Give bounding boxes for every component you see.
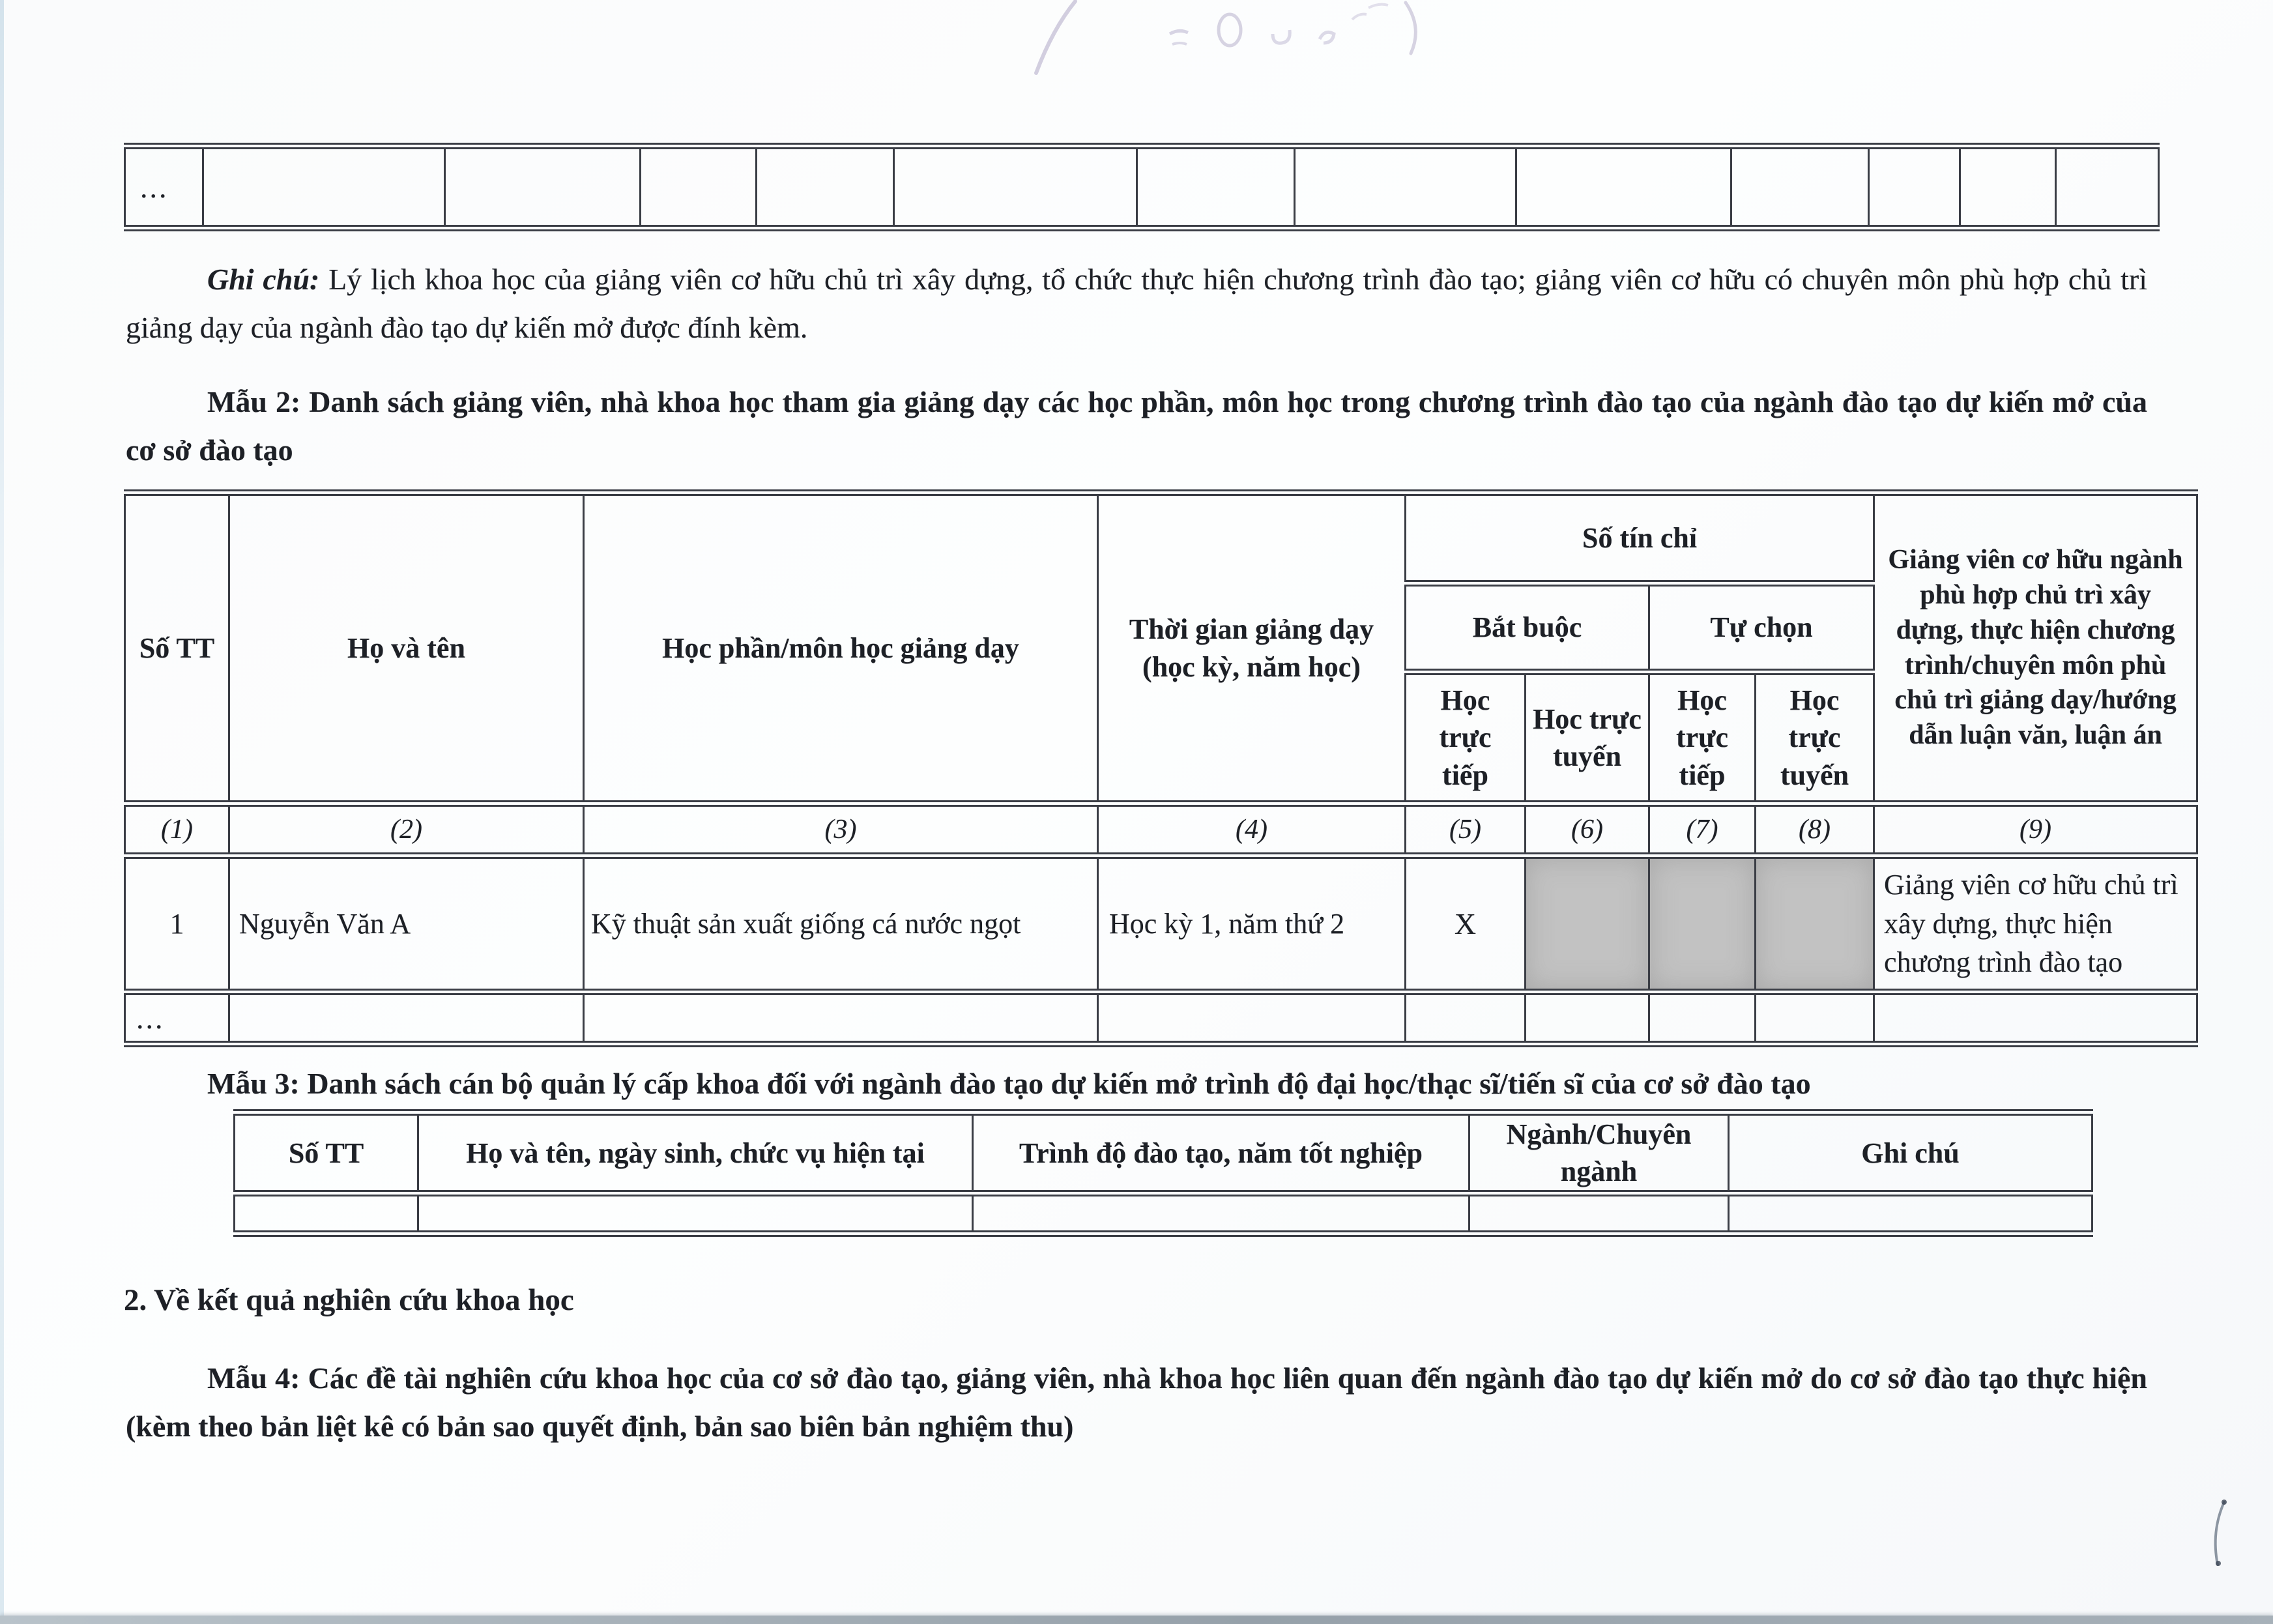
header-hoc-phan: Học phần/môn học giảng dạy — [584, 493, 1098, 804]
column-numbering-row — [125, 804, 2197, 856]
mau3-heading-text: Mẫu 3: Danh sách cán bộ quản lý cấp khoa đối với ngành đào tạo dự kiến mở trình độ đại học/thạc sĩ/tiến sĩ của cơ sở đào tạo — [207, 1067, 1811, 1100]
empty-cell — [445, 146, 641, 228]
empty-row — [235, 1193, 2092, 1234]
col-number: (9) — [1874, 804, 2197, 856]
header-so-tin-chi: Số tín chỉ — [1406, 493, 1874, 583]
col-number: (1) — [125, 804, 229, 856]
mau3-heading — [126, 1060, 2198, 1108]
header-hoc-truc-tuyen: Học trực tuyến — [1526, 672, 1649, 804]
empty-cell — [757, 146, 894, 228]
note-label: Ghi chú: — [207, 263, 320, 296]
empty-cell — [1137, 146, 1295, 228]
cell-tc-truc-tiep-shaded — [1649, 856, 1756, 992]
header-giang-vien: Giảng viên cơ hữu ngành phù hợp chủ trì xây dựng, thực hiện chương trình/chuyên môn phù chủ trì giảng dạy/hướng dẫn luận văn, luận án — [1874, 493, 2197, 804]
header-ho-va-ten: Họ và tên — [229, 493, 584, 804]
cell-tc-truc-tuyen-shaded — [1756, 856, 1874, 992]
col-number: (2) — [229, 804, 584, 856]
pen-mark-bottom-right — [2193, 1496, 2238, 1574]
empty-cell — [2056, 146, 2159, 228]
col-number: (6) — [1526, 804, 1649, 856]
empty-cell — [1295, 146, 1516, 228]
header-ho-ten-ngay-sinh: Họ và tên, ngày sinh, chức vụ hiện tại — [418, 1112, 973, 1193]
empty-cell — [1874, 992, 2197, 1044]
empty-cell — [1960, 146, 2056, 228]
table-row — [125, 856, 2197, 992]
empty-cell — [418, 1193, 973, 1234]
ellipsis-cell: ... — [125, 992, 229, 1044]
table-row — [125, 146, 2159, 228]
empty-cell — [1469, 1193, 1729, 1234]
table-header-row — [125, 493, 2197, 583]
pen-mark-top-stamp-fragment — [1013, 0, 1430, 75]
mau2-heading: Mẫu 2: Danh sách giảng viên, nhà khoa học tham gia giảng dạy các học phần, môn học trong chương trình đào tạo của ngành đào tạo dự kiến mở của cơ sở đào tạo — [126, 385, 2147, 467]
mau4-paragraph: Mẫu 4: Các đề tài nghiên cứu khoa học của cơ sở đào tạo, giảng viên, nhà khoa học liên quan đến ngành đào tạo dự kiến mở do cơ sở đào tạo thực hiện (kèm theo bản liệt kê có bản sao quyết định, bản sao biên bản nghiệm thu) — [126, 1361, 2147, 1443]
empty-cell — [1406, 992, 1526, 1044]
header-hoc-truc-tuyen: Học trực tuyến — [1756, 672, 1874, 804]
mau2-table — [124, 489, 2198, 1047]
header-bat-buoc: Bắt buộc — [1406, 583, 1649, 672]
note-paragraph — [126, 255, 2147, 352]
col-number: (4) — [1098, 804, 1406, 856]
empty-cell — [203, 146, 445, 228]
table-header-row — [235, 1112, 2092, 1193]
empty-cell — [1731, 146, 1869, 228]
header-ghi-chu: Ghi chú — [1729, 1112, 2092, 1193]
empty-cell — [894, 146, 1137, 228]
empty-cell — [1526, 992, 1649, 1044]
empty-cell — [1729, 1193, 2092, 1234]
ellipsis-row — [125, 992, 2197, 1044]
ellipsis-cell: ... — [125, 146, 203, 228]
header-so-tt: Số TT — [235, 1112, 418, 1193]
empty-cell — [235, 1193, 418, 1234]
cell-thoi-gian: Học kỳ 1, năm thứ 2 — [1098, 856, 1406, 992]
mau3-table — [233, 1109, 2093, 1237]
header-tu-chon: Tự chọn — [1649, 583, 1874, 672]
cell-bb-truc-tuyen-shaded — [1526, 856, 1649, 992]
empty-cell — [973, 1193, 1469, 1234]
header-nganh-chuyen-nganh: Ngành/Chuyên ngành — [1469, 1112, 1729, 1193]
cell-ho-va-ten: Nguyễn Văn A — [229, 856, 584, 992]
scan-bottom-edge-artifact — [0, 1616, 2273, 1624]
empty-cell — [641, 146, 757, 228]
top-partial-table — [124, 143, 2160, 231]
header-thoi-gian: Thời gian giảng dạy (học kỳ, năm học) — [1098, 493, 1406, 804]
header-trinh-do: Trình độ đào tạo, năm tốt nghiệp — [973, 1112, 1469, 1193]
cell-bb-truc-tiep: X — [1406, 856, 1526, 992]
empty-cell — [1869, 146, 1960, 228]
empty-cell — [1649, 992, 1756, 1044]
header-hoc-truc-tiep: Học trực tiếp — [1649, 672, 1756, 804]
col-number: (8) — [1756, 804, 1874, 856]
cell-hoc-phan: Kỹ thuật sản xuất giống cá nước ngọt — [584, 856, 1098, 992]
section2-title: 2. Về kết quả nghiên cứu khoa học — [124, 1283, 574, 1317]
empty-cell — [229, 992, 584, 1044]
cell-giang-vien: Giảng viên cơ hữu chủ trì xây dựng, thực hiện chương trình đào tạo — [1874, 856, 2197, 992]
cell-so-tt: 1 — [125, 856, 229, 992]
scan-left-edge-artifact — [0, 0, 4, 1624]
col-number: (3) — [584, 804, 1098, 856]
col-number: (5) — [1406, 804, 1526, 856]
empty-cell — [1756, 992, 1874, 1044]
empty-cell — [1516, 146, 1731, 228]
col-number: (7) — [1649, 804, 1756, 856]
note-text: Lý lịch khoa học của giảng viên cơ hữu chủ trì xây dựng, tổ chức thực hiện chương trình đào tạo; giảng viên cơ hữu có chuyên môn phù hợp chủ trì giảng dạy của ngành đào tạo dự kiến mở được đính kèm. — [126, 263, 2148, 344]
header-so-tt: Số TT — [125, 493, 229, 804]
empty-cell — [584, 992, 1098, 1044]
empty-cell — [1098, 992, 1406, 1044]
header-hoc-truc-tiep: Học trực tiếp — [1406, 672, 1526, 804]
